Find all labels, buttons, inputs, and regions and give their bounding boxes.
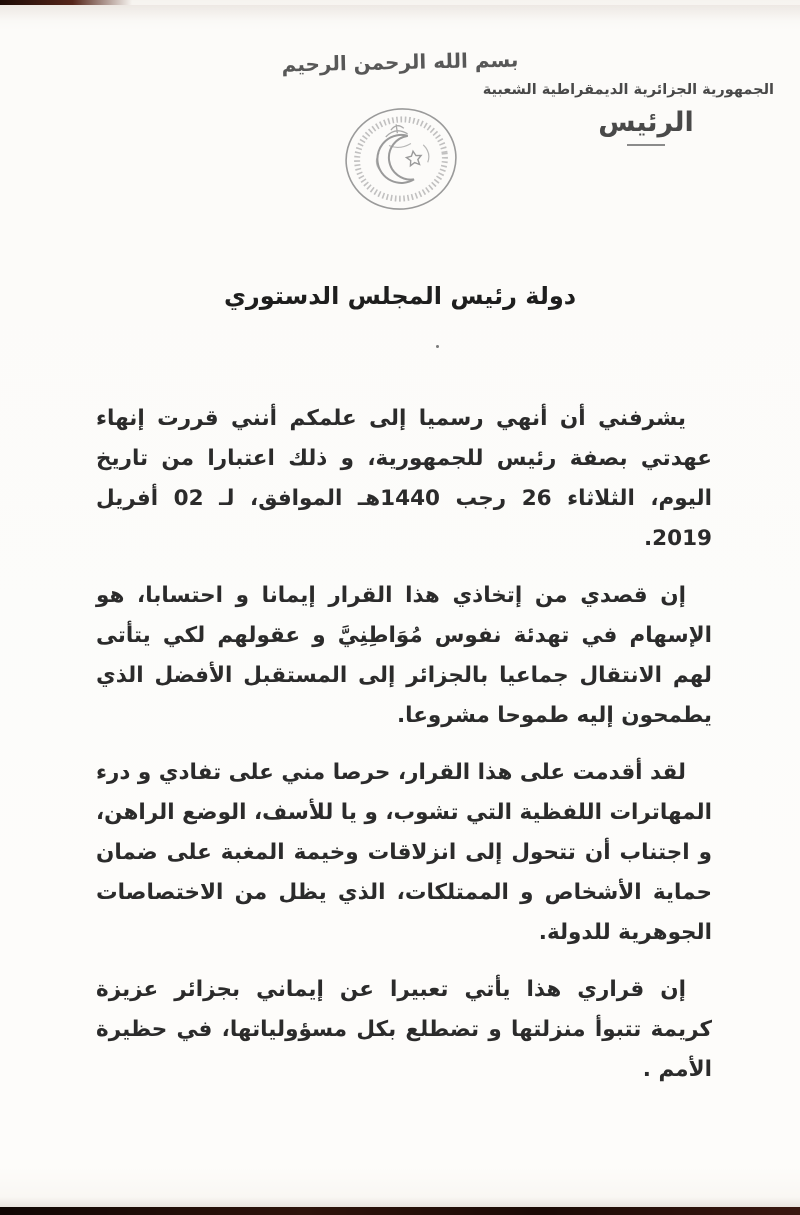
scan-smudge-top (0, 5, 800, 21)
paragraph-intent: إن قصدي من إتخاذي هذا القرار إيمانا و احتسابا، هو الإسهام في تهدئة نفوس مُوَاطِنِيَّ و عقولهم لكي يتأتى لهم الانتقال جماعيا بالجزائر إلى المستقبل الأفضل الذي يطمحون إليه طموحا مشروعا. (96, 583, 712, 728)
letterhead-underline (627, 144, 665, 146)
letterhead-republic-line: الجمهورية الجزائرية الديمقراطية الشعبية (482, 82, 774, 98)
addressee-title: دولة رئيس المجلس الدستوري (223, 282, 577, 310)
scan-smudge-bottom (0, 1197, 800, 1207)
letter-body (96, 399, 712, 1107)
paragraph-reasoning: لقد أقدمت على هذا القرار، حرصا مني على تفادي و درء المهاترات اللفظية التي تشوب، و يا للأسف، الوضع الراهن، و اجتناب أن تتحول إلى انزلاقات وخيمة المغبة على ضمان حماية الأشخاص و الممتلكات، الذي يظل من الاختصاصات الجوهرية للدولة. (96, 760, 712, 945)
paragraph-decision: يشرفني أن أنهي رسميا إلى علمكم أنني قررت إنهاء عهدتي بصفة رئيس للجمهورية، و ذلك اعتبارا من تاريخ اليوم، الثلاثاء 26 رجب 1440هـ الموافق، لـ 02 أفريل 2019. (96, 406, 712, 551)
letterhead (482, 82, 774, 146)
letterhead-president-line: الرئيس (598, 107, 694, 138)
title-dot-mark (436, 345, 439, 348)
bismillah-calligraphy: بسم الله الرحمن الرحيم (281, 47, 519, 77)
scan-artifact-bottom (0, 1207, 800, 1215)
algeria-state-seal-icon (341, 104, 461, 214)
paragraph-closing: إن قراري هذا يأتي تعبيرا عن إيماني بجزائر عزيزة كريمة تتبوأ منزلتها و تضطلع بكل مسؤولياتها، في حظيرة الأمم . (96, 977, 712, 1082)
